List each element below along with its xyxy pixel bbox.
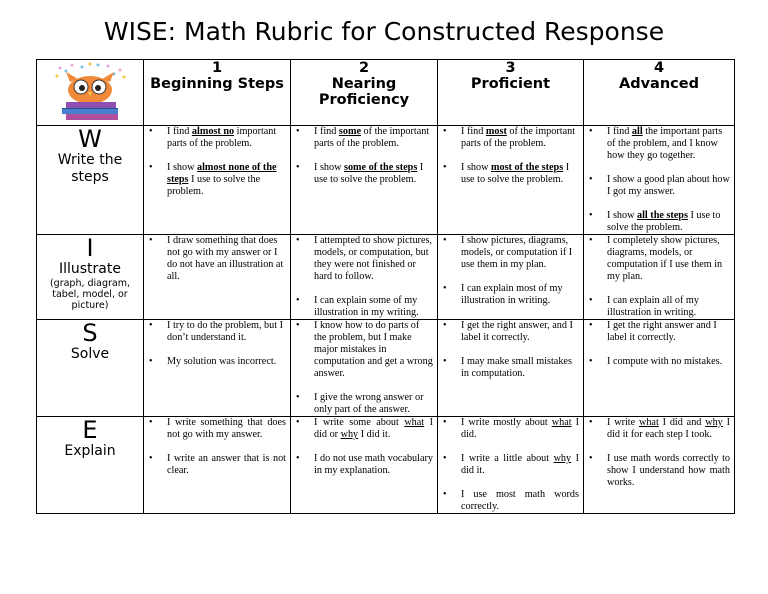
criteria-list xyxy=(584,126,734,234)
criteria-text: I write something that does not go with my answer. xyxy=(167,417,286,440)
rubric-cell xyxy=(438,320,584,417)
criteria-list xyxy=(438,126,583,186)
owl-on-books-icon xyxy=(52,62,128,122)
header-level-2 xyxy=(291,60,438,126)
criteria-text: I can explain all of my illustration in writing. xyxy=(607,295,699,318)
criteria-list xyxy=(291,235,437,319)
rubric-table xyxy=(36,59,735,514)
criteria-text: I show xyxy=(167,162,197,173)
row-label-cell xyxy=(37,126,144,235)
rubric-cell xyxy=(144,320,291,417)
criteria-item xyxy=(584,295,730,319)
criteria-text: I use math words correctly to show I understand how math works. xyxy=(607,453,730,488)
row-letter: S xyxy=(82,319,98,347)
criteria-text: I give the wrong answer or only part of the answer. xyxy=(314,392,424,415)
header-label: Beginning Steps xyxy=(150,76,284,92)
criteria-list xyxy=(584,417,734,489)
criteria-text: all xyxy=(631,126,643,137)
rubric-cell xyxy=(144,235,291,320)
criteria-text: I find xyxy=(461,126,486,137)
criteria-text: what xyxy=(551,417,572,428)
criteria-text: the important parts of the problem, and I know how they go together. xyxy=(607,126,723,161)
criteria-item xyxy=(438,126,579,150)
criteria-list xyxy=(438,320,583,380)
criteria-text: I use most math words correctly. xyxy=(461,489,579,512)
criteria-item xyxy=(438,356,579,380)
criteria-item xyxy=(144,126,286,150)
rubric-cell xyxy=(144,417,291,514)
criteria-item xyxy=(291,417,433,441)
criteria-item xyxy=(438,235,579,271)
criteria-text: I write xyxy=(607,417,639,428)
rubric-row-illustrate xyxy=(37,235,735,320)
criteria-text: why xyxy=(553,453,572,464)
criteria-text: almost no xyxy=(191,126,235,137)
criteria-text: I did. xyxy=(461,417,579,440)
rubric-cell xyxy=(291,235,438,320)
criteria-item xyxy=(144,320,286,344)
criteria-text: I use to solve the problem. xyxy=(314,162,424,185)
criteria-item xyxy=(291,392,433,416)
criteria-item xyxy=(291,295,433,319)
criteria-text: I attempted to show pictures, models, or computation, but they were not finished or hard to follow. xyxy=(314,235,432,282)
criteria-text: I use to solve the problem. xyxy=(167,174,261,197)
criteria-item xyxy=(438,283,579,307)
criteria-text: I may make small mistakes in computation. xyxy=(461,356,572,379)
criteria-text: what xyxy=(404,417,425,428)
criteria-text: most of the steps xyxy=(491,162,564,173)
criteria-text: I show pictures, diagrams, models, or computation if I use them in my plan. xyxy=(461,235,573,270)
criteria-item xyxy=(291,320,433,380)
criteria-text: I use to solve the problem. xyxy=(607,210,721,233)
criteria-item xyxy=(291,453,433,477)
criteria-text: I find xyxy=(314,126,339,137)
rubric-cell xyxy=(584,235,735,320)
criteria-text: some xyxy=(338,126,361,137)
row-label: Illustrate xyxy=(58,261,121,277)
criteria-text: I find xyxy=(167,126,192,137)
criteria-text: I get the right answer and I label it correctly. xyxy=(607,320,717,343)
criteria-item xyxy=(438,417,579,441)
rubric-cell xyxy=(291,320,438,417)
header-number: 1 xyxy=(211,60,223,76)
rubric-cell xyxy=(291,126,438,235)
criteria-text: I show xyxy=(461,162,491,173)
rubric-row-write xyxy=(37,126,735,235)
header-number: 2 xyxy=(358,60,370,76)
criteria-text: I completely show pictures, diagrams, models, or computation if I use them in my plan. xyxy=(607,235,723,282)
row-letter: I xyxy=(86,234,94,262)
criteria-item xyxy=(584,126,730,162)
header-level-1 xyxy=(144,60,291,126)
criteria-item xyxy=(584,356,730,368)
criteria-item xyxy=(584,235,730,283)
criteria-list xyxy=(144,126,290,198)
criteria-item xyxy=(584,174,730,198)
row-letter: E xyxy=(82,416,98,444)
rubric-cell xyxy=(584,417,735,514)
criteria-text: I do not use math vocabulary in my explanation. xyxy=(314,453,433,476)
criteria-item xyxy=(291,126,433,150)
criteria-list xyxy=(584,320,734,368)
rubric-cell xyxy=(438,417,584,514)
criteria-item xyxy=(438,320,579,344)
row-label-cell xyxy=(37,235,144,320)
logo-cell xyxy=(37,60,144,126)
header-label: Advanced xyxy=(619,76,699,92)
criteria-item xyxy=(584,417,730,441)
criteria-list xyxy=(291,417,437,477)
criteria-text: of the important parts of the problem. xyxy=(461,126,576,149)
criteria-text: I get the right answer, and I label it correctly. xyxy=(461,320,573,343)
criteria-text: I find xyxy=(607,126,632,137)
rubric-header-row xyxy=(37,60,735,126)
criteria-text: I can explain most of my illustration in writing. xyxy=(461,283,563,306)
criteria-text: I try to do the problem, but I don’t understand it. xyxy=(167,320,284,343)
header-label: Nearing Proficiency xyxy=(318,76,410,108)
criteria-item xyxy=(438,453,579,477)
criteria-item xyxy=(291,235,433,283)
rubric-row-solve xyxy=(37,320,735,417)
criteria-text: I use to solve the problem. xyxy=(461,162,570,185)
row-label-cell xyxy=(37,320,144,417)
criteria-text: I did it. xyxy=(358,429,391,440)
criteria-text: My solution was incorrect. xyxy=(167,356,277,367)
criteria-text: I write an answer that is not clear. xyxy=(167,453,286,476)
rubric-cell xyxy=(438,126,584,235)
criteria-item xyxy=(438,489,579,513)
row-label-cell xyxy=(37,417,144,514)
criteria-list xyxy=(144,235,290,283)
row-letter: W xyxy=(78,125,102,153)
criteria-text: why xyxy=(340,429,359,440)
rubric-cell xyxy=(584,126,735,235)
criteria-text: I compute with no mistakes. xyxy=(607,356,723,367)
header-number: 3 xyxy=(505,60,516,76)
criteria-item xyxy=(144,417,286,441)
criteria-text: I show a good plan about how I got my answer. xyxy=(607,174,730,197)
criteria-text: I know how to do parts of the problem, but I make major mistakes in computation and get a wrong answer. xyxy=(314,320,433,379)
criteria-text: I can explain some of my illustration in my writing. xyxy=(314,295,419,318)
criteria-text: I did it. xyxy=(461,453,579,476)
criteria-item xyxy=(584,453,730,489)
criteria-text: of the important parts of the problem. xyxy=(314,126,430,149)
rubric-row-explain xyxy=(37,417,735,514)
row-sublabel: (graph, diagram, tabel, model, or picture) xyxy=(49,278,131,311)
criteria-list xyxy=(144,417,290,477)
criteria-text: important parts of the problem. xyxy=(167,126,277,149)
criteria-list xyxy=(584,235,734,319)
criteria-text: I write a little about xyxy=(461,453,554,464)
header-level-4 xyxy=(584,60,735,126)
criteria-item xyxy=(144,356,286,368)
criteria-text: I write some about xyxy=(314,417,405,428)
criteria-item xyxy=(144,453,286,477)
header-level-3 xyxy=(438,60,584,126)
criteria-item xyxy=(144,162,286,198)
row-label: Solve xyxy=(70,346,110,362)
criteria-text: most xyxy=(485,126,507,137)
criteria-text: I write mostly about xyxy=(461,417,552,428)
criteria-list xyxy=(438,235,583,307)
criteria-text: what xyxy=(638,417,659,428)
page-title: WISE: Math Rubric for Constructed Response xyxy=(103,17,665,46)
row-label: Explain xyxy=(64,443,116,459)
criteria-text: I did it for each step I took. xyxy=(607,417,730,440)
criteria-item xyxy=(438,162,579,186)
rubric-cell xyxy=(291,417,438,514)
criteria-text: I did and xyxy=(658,417,706,428)
header-number: 4 xyxy=(653,60,665,76)
criteria-item xyxy=(584,210,730,234)
criteria-list xyxy=(291,126,437,186)
rubric-cell xyxy=(144,126,291,235)
criteria-text: I draw something that does not go with my answer or I do not have an illustration at all. xyxy=(167,235,284,282)
criteria-text: I show xyxy=(607,210,637,221)
criteria-text: all the steps xyxy=(637,210,688,221)
criteria-item xyxy=(291,162,433,186)
criteria-list xyxy=(144,320,290,368)
rubric-cell xyxy=(438,235,584,320)
criteria-text: some of the steps xyxy=(344,162,418,173)
criteria-text: almost none of the steps xyxy=(167,162,277,185)
header-label: Proficient xyxy=(470,76,551,92)
criteria-item xyxy=(584,320,730,344)
criteria-list xyxy=(291,320,437,416)
criteria-list xyxy=(438,417,583,513)
row-label: Write the steps xyxy=(57,152,123,185)
criteria-text: why xyxy=(705,417,723,428)
rubric-cell xyxy=(584,320,735,417)
criteria-text: I show xyxy=(314,162,344,173)
criteria-text: I did or xyxy=(314,417,433,440)
criteria-item xyxy=(144,235,286,283)
